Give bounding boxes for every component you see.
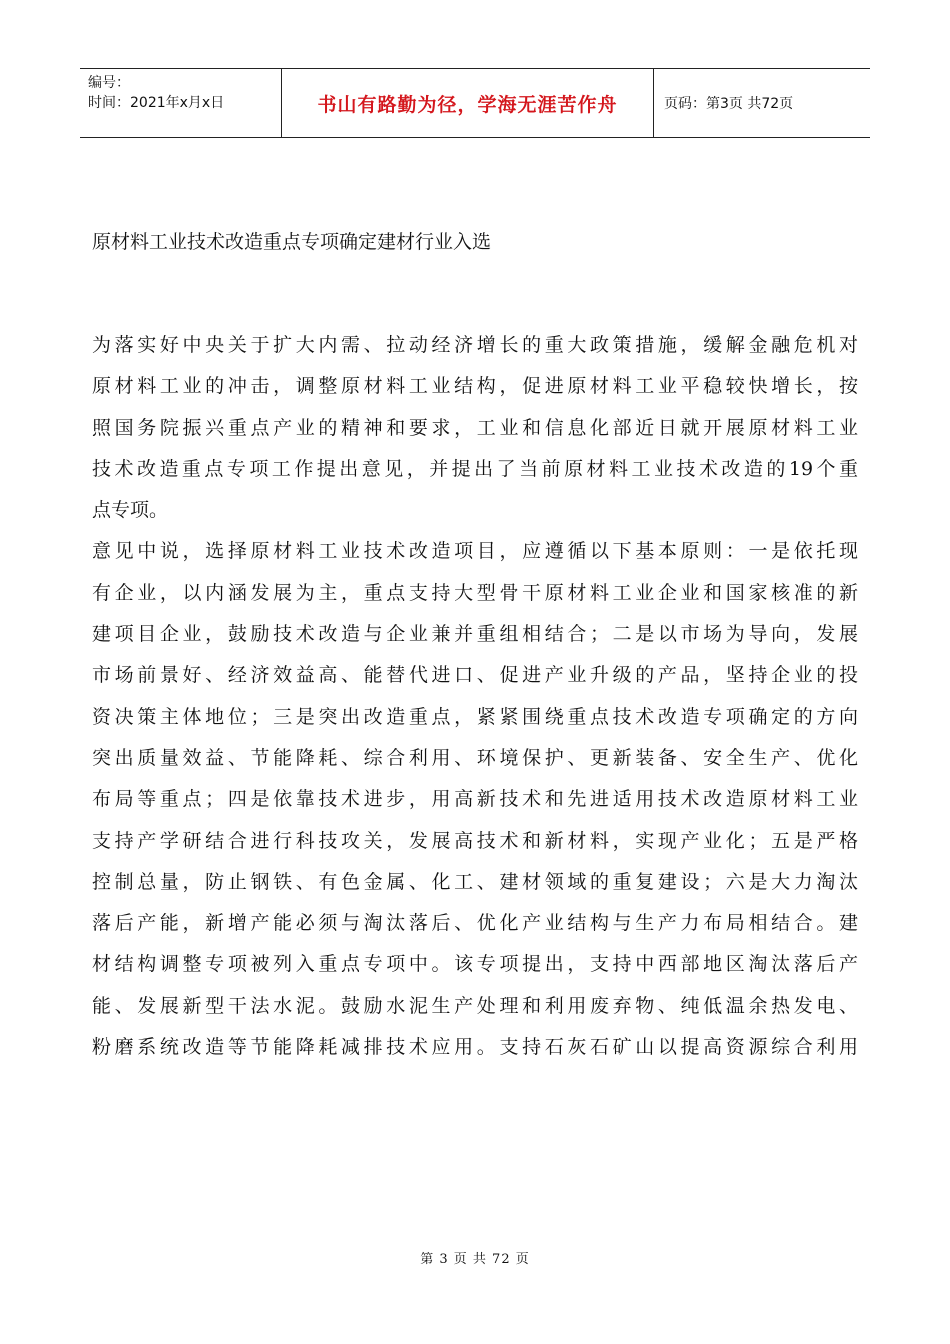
text-line: 控制总量，防止钢铁、有色金属、化工、建材领域的重复建设；六是大力淘汰 <box>92 870 858 893</box>
header-meta <box>80 69 282 137</box>
text-line: 落后产能，新增产能必须与淘汰落后、优化产业结构与生产力布局相结合。建 <box>92 912 858 935</box>
text-line: 支持产学研结合进行科技攻关，发展高技术和新材料，实现产业化；五是严格 <box>92 829 858 852</box>
text-line: 材结构调整专项被列入重点专项中。该专项提出，支持中西部地区淘汰落后产 <box>92 953 858 976</box>
paragraph-2 <box>92 531 858 1068</box>
text-line: 能、发展新型干法水泥。鼓励水泥生产处理和利用废弃物、纯低温余热发电、 <box>92 994 858 1017</box>
text-line: 布局等重点；四是依靠技术进步，用高新技术和先进适用技术改造原材料工业 <box>92 788 858 811</box>
code-label: 编号： <box>88 75 130 91</box>
page-header <box>80 68 870 138</box>
text-line: 突出质量效益、节能降耗、综合利用、环境保护、更新装备、安全生产、优化 <box>92 746 858 769</box>
document-title: 原材料工业技术改造重点专项确定建材行业入选 <box>92 231 492 253</box>
text-line: 原材料工业的冲击，调整原材料工业结构，促进原材料工业平稳较快增长，按 <box>92 375 858 398</box>
page-footer: 第 3 页 共 72 页 <box>420 1252 530 1267</box>
text-line: 技术改造重点专项工作提出意见，并提出了当前原材料工业技术改造的19个重 <box>92 457 858 480</box>
text-line: 粉磨系统改造等节能降耗减排技术应用。支持石灰石矿山以提高资源综合利用 <box>92 1036 858 1059</box>
document-body <box>92 325 858 1068</box>
text-line: 照国务院振兴重点产业的精神和要求，工业和信息化部近日就开展原材料工业 <box>92 416 858 439</box>
text-line: 建项目企业，鼓励技术改造与企业兼并重组相结合；二是以市场为导向，发展 <box>92 623 858 646</box>
page-info: 页码：第3页 共72页 <box>664 96 794 112</box>
text-line: 有企业，以内涵发展为主，重点支持大型骨干原材料工业企业和国家核准的新 <box>92 581 858 604</box>
paragraph-1 <box>92 325 858 531</box>
text-line: 点专项。 <box>92 499 169 522</box>
time-label: 时间：2021年x月x日 <box>88 95 225 111</box>
text-line: 为落实好中央关于扩大内需、拉动经济增长的重大政策措施，缓解金融危机对 <box>92 334 858 356</box>
text-line: 市场前景好、经济效益高、能替代进口、促进产业升级的产品，坚持企业的投 <box>92 664 858 687</box>
header-page-cell <box>654 69 870 137</box>
motto-text: 书山有路勤为径，学海无涯苦作舟 <box>317 93 618 116</box>
text-line: 资决策主体地位；三是突出改造重点，紧紧围绕重点技术改造专项确定的方向 <box>92 705 858 728</box>
header-motto-cell <box>282 69 654 137</box>
text-line: 意见中说，选择原材料工业技术改造项目，应遵循以下基本原则：一是依托现 <box>92 540 858 563</box>
